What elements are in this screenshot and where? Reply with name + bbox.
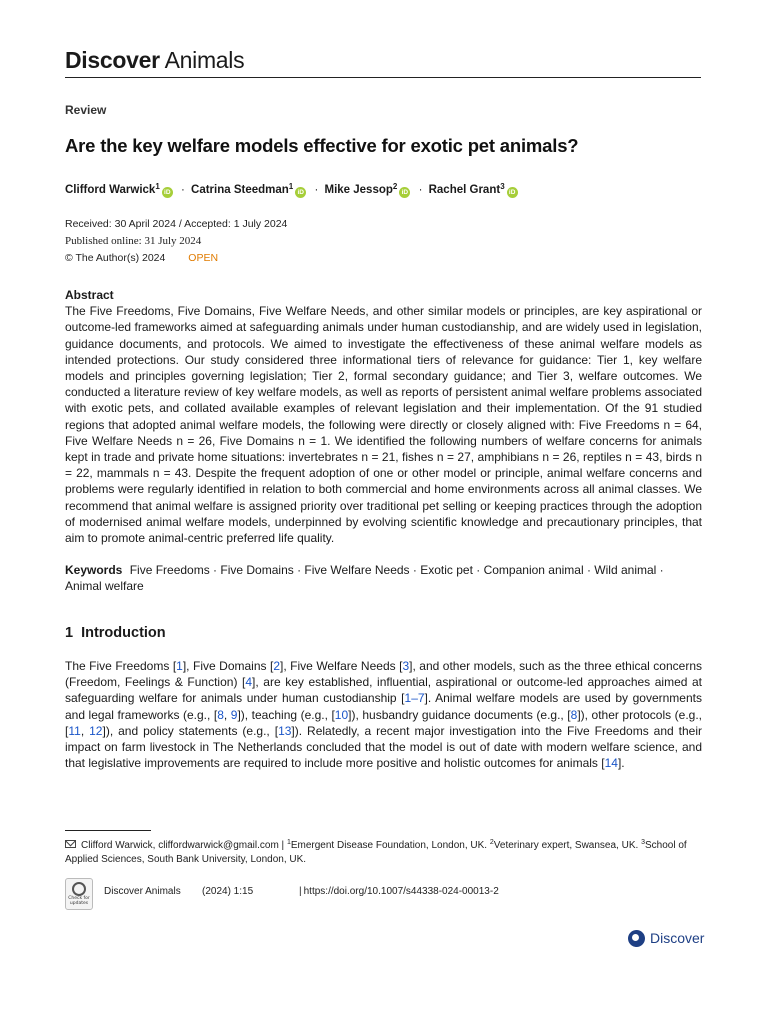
corresponding-author: Clifford Warwick, cliffordwarwick@gmail.com | bbox=[81, 840, 287, 851]
reference-link[interactable]: 4 bbox=[245, 675, 253, 690]
affiliation-marker: 3 bbox=[500, 182, 505, 191]
article-type: Review bbox=[65, 103, 107, 117]
intro-text: ], Five Welfare Needs [ bbox=[280, 659, 403, 673]
author-name[interactable]: Mike Jessop bbox=[324, 184, 393, 196]
publisher-logo bbox=[628, 928, 704, 948]
intro-text: , bbox=[223, 707, 231, 722]
footnote-divider bbox=[65, 830, 151, 831]
abstract-section bbox=[65, 287, 702, 546]
section-heading-introduction bbox=[65, 625, 166, 641]
reference-link[interactable]: 14 bbox=[604, 756, 618, 771]
journal-name-bold: Discover bbox=[65, 47, 160, 73]
received-accepted-date: Received: 30 April 2024 / Accepted: 1 July 2024 bbox=[65, 218, 288, 230]
orcid-icon[interactable]: iD bbox=[162, 187, 173, 198]
intro-text: ]), and policy statements (e.g., [ bbox=[102, 723, 279, 738]
reference-link[interactable]: 3 bbox=[402, 659, 410, 673]
introduction-paragraph bbox=[65, 658, 702, 771]
intro-text: ], and other models, such as the three ethical concerns (Freedom, Feelings & Function) [ bbox=[65, 659, 703, 690]
intro-text: ]), teaching (e.g., [ bbox=[237, 707, 335, 722]
affiliation-marker: 2 bbox=[489, 839, 494, 846]
intro-text: ]. bbox=[617, 756, 625, 771]
keywords-label: Keywords bbox=[65, 563, 123, 577]
publication-dates bbox=[65, 216, 287, 267]
intro-text: ]. Animal welfare models are used by governments and legal frameworks (e.g., [ bbox=[65, 691, 702, 722]
author-footnote bbox=[65, 836, 702, 866]
journal-name bbox=[65, 46, 701, 74]
author-name[interactable]: Clifford Warwick bbox=[65, 184, 156, 196]
author-separator: · bbox=[418, 184, 423, 196]
check-for-updates-label: Check for updates bbox=[68, 896, 90, 906]
reference-link[interactable]: 10 bbox=[334, 707, 349, 722]
affiliation-marker: 1 bbox=[288, 182, 294, 191]
keywords-section bbox=[65, 562, 702, 594]
open-access-badge: OPEN bbox=[188, 252, 219, 264]
orcid-icon[interactable]: iD bbox=[399, 187, 410, 198]
keywords-text: Five Freedoms · Five Domains · Five Welfare Needs · Exotic pet · Companion animal · Wild animal · Animal welfare bbox=[65, 563, 664, 594]
section-title: Introduction bbox=[81, 625, 166, 641]
affiliation-text: Emergent Disease Foundation, London, UK. bbox=[290, 840, 490, 851]
author-name[interactable]: Rachel Grant bbox=[428, 184, 501, 196]
abstract-text: The Five Freedoms, Five Domains, Five Welfare Needs, and other similar models or principles, are key aspirational or outcome-led frameworks aimed at safeguarding animals under human custodianship, and are widely used in legislation, guidance documents, and protocols. We aimed to investigate the effectiveness of these animal welfare models as intended protections. Our study considered three informational tiers of relevance for guidance: Tier 1, key welfare models and principles governing legislation; Tier 2, formal secondary guidance; and Tier 3, welfare outcomes. We conducted a literature review of key welfare models, as well as reports of persistent animal welfare problems associated with exotic pets, and collated available examples of relevant legislation and their implementation. Of the 91 studied regions that adopted animal welfare models, the following were directly or closely aligned with: Five Freedoms n = 64, Five Welfare Needs n = 26, Five Domains n = 1. We identified the following numbers of welfare concerns for animals kept in trade and private home situations: invertebrates n = 21, fishes n = 27, amphibians n = 26, reptiles n = 43, birds n = 22, mammals n = 43. Despite the frequent adoption of one or other model or principle, animal welfare concerns and problems were regularly identified in relation to both commercial and home environments across all animal classes. We recommend that animal welfare is assigned priority over traditional pet selling or keeping practices through the adoption of modernised animal welfare models, underpinned by evolving scientific knowledge and precautionary principles, that aim to promote animal-centric preferred life quality. bbox=[65, 304, 702, 546]
intro-text: ], are key established, influential, aspirational or outcome-led approaches aimed at safeguarding welfare for animals under human custodianship [ bbox=[65, 675, 702, 706]
article-title: Are the key welfare models effective for exotic pet animals? bbox=[65, 135, 579, 156]
abstract-heading: Abstract bbox=[65, 288, 114, 302]
reference-link[interactable]: 8 bbox=[570, 707, 578, 722]
citation-year-issue: (2024) 1:15 bbox=[202, 886, 254, 897]
reference-link[interactable]: 11 bbox=[68, 723, 81, 738]
author-separator: · bbox=[180, 184, 185, 196]
author-name[interactable]: Catrina Steedman bbox=[191, 184, 289, 196]
journal-name-rest: Animals bbox=[164, 47, 245, 73]
citation-doi bbox=[299, 886, 499, 897]
affiliation-marker: 2 bbox=[392, 182, 398, 191]
doi-link[interactable]: https://doi.org/10.1007/s44338-024-00013-2 bbox=[303, 886, 499, 897]
section-number: 1 bbox=[65, 625, 74, 641]
intro-text: , bbox=[80, 723, 90, 738]
intro-text: The Five Freedoms [ bbox=[65, 659, 177, 673]
citation-journal: Discover Animals bbox=[104, 886, 181, 897]
copyright-text: © The Author(s) 2024 bbox=[65, 252, 166, 264]
intro-text: ]). Relatedly, a recent major investigation into the Five Freedoms and their impact on farm livestock in The Netherlands concluded that the model is out of date with modern welfare science, and that legislative improvements are required to include more positive and holistic outcomes for animals [ bbox=[65, 723, 702, 771]
intro-text: ]), husbandry guidance documents (e.g., [ bbox=[348, 707, 571, 722]
copyright-line bbox=[65, 250, 287, 267]
reference-link[interactable]: 1–7 bbox=[404, 691, 425, 706]
publisher-logo-text: Discover bbox=[650, 930, 705, 946]
check-for-updates-badge[interactable] bbox=[65, 878, 93, 910]
intro-text: ], Five Domains [ bbox=[182, 659, 274, 673]
check-icon bbox=[72, 882, 86, 896]
reference-link[interactable]: 8 bbox=[217, 707, 224, 722]
reference-link[interactable]: 12 bbox=[89, 723, 103, 738]
reference-link[interactable]: 9 bbox=[230, 707, 238, 722]
orcid-icon[interactable]: iD bbox=[295, 187, 306, 198]
reference-link[interactable]: 1 bbox=[176, 659, 183, 673]
affiliation-text: School of Applied Sciences, South Bank University, London, UK. bbox=[65, 840, 687, 865]
affiliation-marker: 3 bbox=[641, 839, 645, 846]
reference-link[interactable]: 2 bbox=[273, 659, 281, 673]
journal-header bbox=[65, 46, 701, 78]
reference-link[interactable]: 13 bbox=[278, 723, 292, 738]
intro-text: ]), other protocols (e.g., [ bbox=[65, 707, 702, 738]
envelope-icon bbox=[65, 840, 76, 848]
author-list bbox=[65, 179, 520, 198]
affiliation-text: Veterinary expert, Swansea, UK. bbox=[493, 840, 642, 851]
published-date: Published online: 31 July 2024 bbox=[65, 235, 202, 247]
doi-separator: | bbox=[299, 886, 302, 897]
affiliation-marker: 1 bbox=[286, 839, 291, 846]
author-separator: · bbox=[314, 184, 319, 196]
discover-logo-icon bbox=[628, 930, 645, 947]
affiliation-marker: 1 bbox=[155, 182, 160, 191]
orcid-icon[interactable]: iD bbox=[507, 187, 518, 198]
